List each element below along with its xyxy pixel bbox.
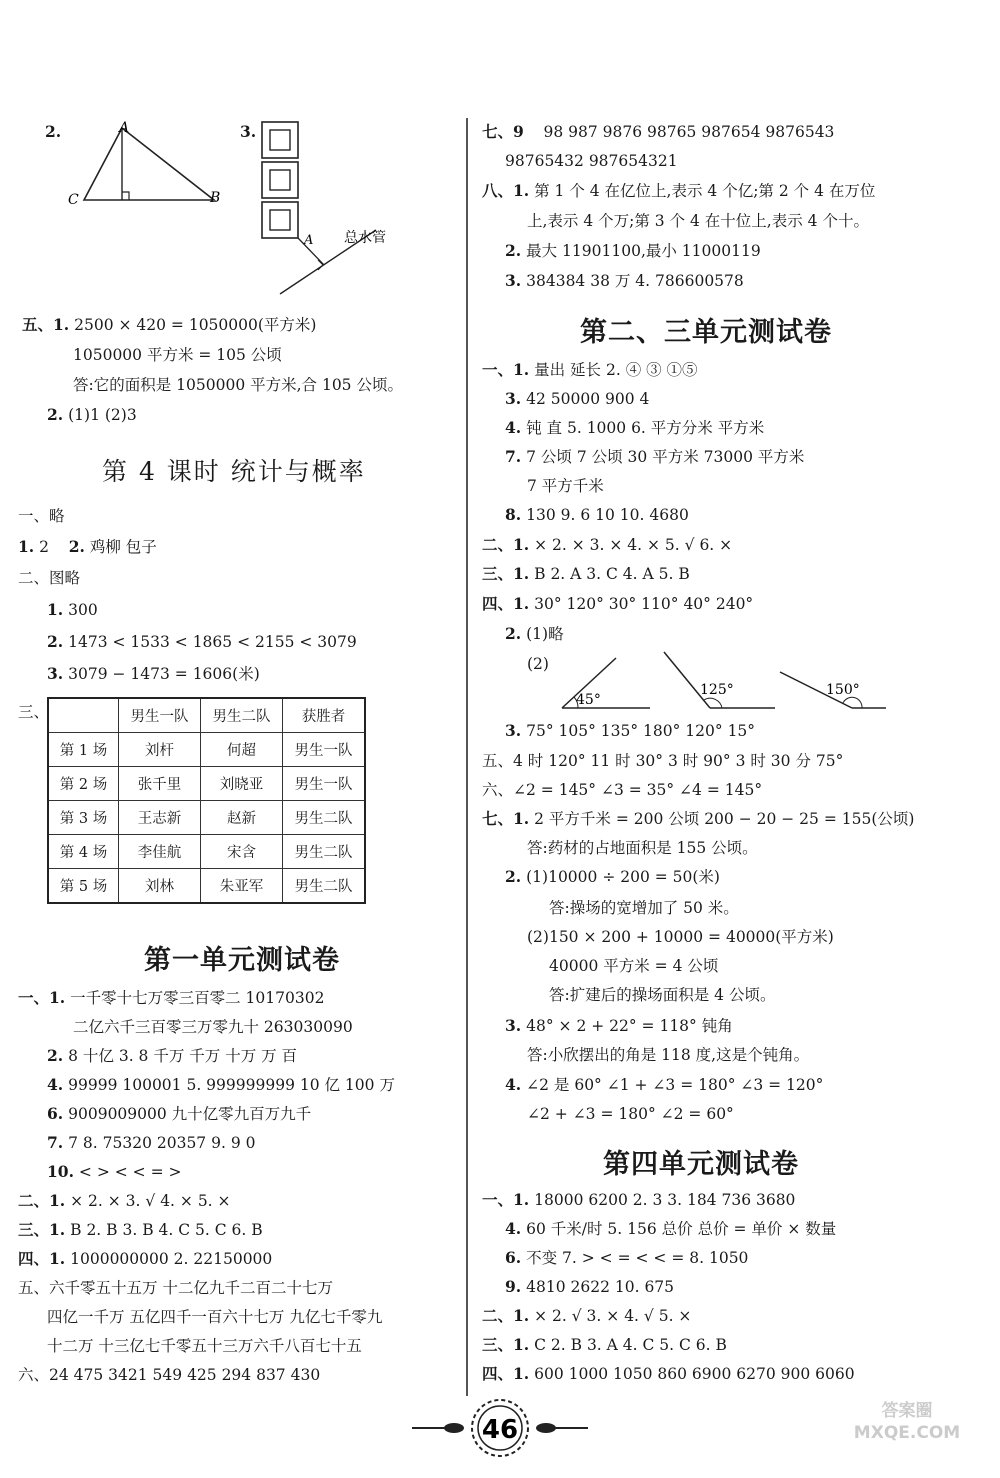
u4-line: 9. 4810 2622 10. 675 [505,1277,675,1296]
u23-line: 3. 48° × 2 + 22° = 118° 钝角 [505,1016,733,1035]
r-line-8b: 上,表示 4 个万;第 3 个 4 在十位上,表示 4 个十。 [527,212,869,230]
pipe-point-a: A [304,233,314,248]
u4-line: 二、1. × 2. √ 3. × 4. √ 5. × [482,1306,692,1325]
u23-line: 2. (1)略 [505,624,564,643]
u4-line: 四、1. 600 1000 1050 860 6900 6270 900 6060 [482,1364,855,1383]
u23-line: 8. 130 9. 6 10 10. 4680 [505,505,689,524]
stat-1: 一、略 [18,507,65,525]
u23-line: 4. 钝 直 5. 1000 6. 平方分米 平方米 [505,418,765,437]
u23-line: 五、4 时 120° 11 时 30° 3 时 90° 3 时 30 分 75° [482,752,844,770]
pipe-label: 总水管 [344,230,386,246]
table-row: 第 5 场 刘林 朱亚军 男生二队 [48,869,365,904]
page-number: 46 [481,1415,519,1445]
table-header-row: 男生一队 男生二队 获胜者 [48,698,365,733]
u23-line: (2)150 × 200 + 10000 = 40000(平方米) [527,928,834,946]
angle-150-label: 150° [826,682,860,698]
q3-number: 3. [240,122,257,141]
table-row: 第 1 场 刘杆 何超 男生一队 [48,733,365,767]
u1-line: 二、1. × 2. × 3. √ 4. × 5. × [18,1191,231,1210]
u23-line: 六、∠2 = 145° ∠3 = 35° ∠4 = 145° [482,781,763,799]
column-divider [466,118,468,1396]
label-c: C [68,192,79,208]
u23-line: 答:扩建后的操场面积是 4 公顷。 [549,986,776,1004]
label-b: B [210,190,221,206]
u1-line: 4. 99999 100001 5. 999999999 10 亿 100 万 [47,1075,395,1094]
u1-line: 10. < > < < = > [47,1162,182,1181]
table-row: 第 4 场 李佳航 宋含 男生二队 [48,835,365,869]
r-line-8: 八、1. 第 1 个 4 在亿位上,表示 4 个亿;第 2 个 4 在万位 [482,181,876,200]
stat-2: 1. 2 2. 鸡柳 包子 [18,537,157,556]
stat-7: 三、 [18,703,50,721]
u23-line: 3. 75° 105° 135° 180° 120° 15° [505,721,756,740]
r-line-8-3: 3. 384384 38 万 4. 786600578 [505,271,744,290]
u23-line: 7. 7 公顷 7 公顷 30 平方米 73000 平方米 [505,447,805,466]
u1-line: 三、1. B 2. B 3. B 4. C 5. C 6. B [18,1220,263,1239]
r-line-7: 七、9 98 987 9876 98765 987654 9876543 [482,122,835,141]
u1-line: 五、六千零五十五万 十二亿九千二百二十七万 [18,1279,333,1297]
label-a: A [119,120,130,136]
angle-125-label: 125° [700,682,734,698]
u1-line: 六、24 475 3421 549 425 294 837 430 [18,1366,321,1384]
answer-5-1c: 答:它的面积是 1050000 平方米,合 105 公顷。 [73,376,403,394]
answer-5-1: 五、1. 2500 × 420 = 1050000(平方米) [22,315,317,334]
u4-line: 一、1. 18000 6200 2. 3 3. 184 736 3680 [482,1190,796,1209]
u23-line: 7 平方千米 [527,477,604,495]
u23-line: 一、1. 量出 延长 2. ④ ③ ①⑤ [482,360,698,379]
answer-5-1b: 1050000 平方米 = 105 公顷 [73,346,282,364]
water-pipe-figure [256,118,416,298]
u23-line: 答:小欣摆出的角是 118 度,这是个钝角。 [527,1046,810,1064]
r-line-7b: 98765432 987654321 [505,152,678,170]
u23-line: 答:操场的宽增加了 50 米。 [549,899,739,917]
u23-line: 2. (1)10000 ÷ 200 = 50(米) [505,867,720,886]
stat-4: 1. 300 [47,600,98,619]
angle-drawings [550,650,890,714]
answer-5-2: 2. (1)1 (2)3 [47,405,137,424]
u23-line: 4. ∠2 是 60° ∠1 + ∠3 = 180° ∠3 = 120° [505,1075,824,1094]
u23-line: 40000 平方米 = 4 公顷 [549,957,719,975]
right-triangle-figure [64,118,224,208]
u23-line: 七、1. 2 平方千米 = 200 公顷 200 − 20 − 25 = 155(公顷) [482,809,915,828]
q2-number: 2. [45,122,62,141]
unit1-title: 第一单元测试卷 [144,945,340,976]
u23-line: (2) [527,655,549,673]
u1-line: 2. 8 十亿 3. 8 千万 千万 十万 万 百 [47,1046,298,1065]
watermark: 答案圈 MXQE.COM [853,1401,961,1443]
u23-line: 3. 42 50000 900 4 [505,389,650,408]
u1-line: 四、1. 1000000000 2. 22150000 [18,1249,273,1268]
stat-3: 二、图略 [18,569,81,587]
section-title-lesson4: 第 4 课时 统计与概率 [102,457,366,486]
u23-line: 答:药材的占地面积是 155 公顷。 [527,839,758,857]
stat-6: 3. 3079 − 1473 = 1606(米) [47,664,260,683]
r-line-8-2: 2. 最大 11901100,最小 11000119 [505,241,761,260]
u23-line: ∠2 + ∠3 = 180° ∠2 = 60° [527,1105,734,1123]
u23-line: 三、1. B 2. A 3. C 4. A 5. B [482,564,690,583]
table-row: 第 3 场 王志新 赵新 男生二队 [48,801,365,835]
page-number-badge [410,1398,590,1458]
u23-line: 四、1. 30° 120° 30° 110° 40° 240° [482,594,754,613]
u1-line: 二亿六千三百零三万零九十 263030090 [73,1018,353,1036]
angle-45-label: 45° [576,692,601,708]
u4-line: 6. 不变 7. > < = < < = 8. 1050 [505,1248,749,1267]
u4-line: 4. 60 千米/时 5. 156 总价 总价 = 单价 × 数量 [505,1219,837,1238]
u1-line: 四亿一千万 五亿四千一百六十七万 九亿七千零九 [47,1308,383,1326]
unit23-title: 第二、三单元测试卷 [580,317,832,348]
u23-line: 二、1. × 2. × 3. × 4. × 5. √ 6. × [482,535,733,554]
table-row: 第 2 场 张千里 刘晓亚 男生一队 [48,767,365,801]
u1-line: 7. 7 8. 75320 20357 9. 9 0 [47,1133,256,1152]
unit4-title: 第四单元测试卷 [603,1149,799,1180]
match-results-table [47,697,366,904]
u1-line: 一、1. 一千零十七万零三百零二 10170302 [18,988,325,1007]
u1-line: 十二万 十三亿七千零五十三万六千八百七十五 [47,1337,362,1355]
stat-5: 2. 1473 < 1533 < 1865 < 2155 < 3079 [47,632,357,651]
u1-line: 6. 9009009000 九十亿零九百万九千 [47,1104,312,1123]
u4-line: 三、1. C 2. B 3. A 4. C 5. C 6. B [482,1335,727,1354]
